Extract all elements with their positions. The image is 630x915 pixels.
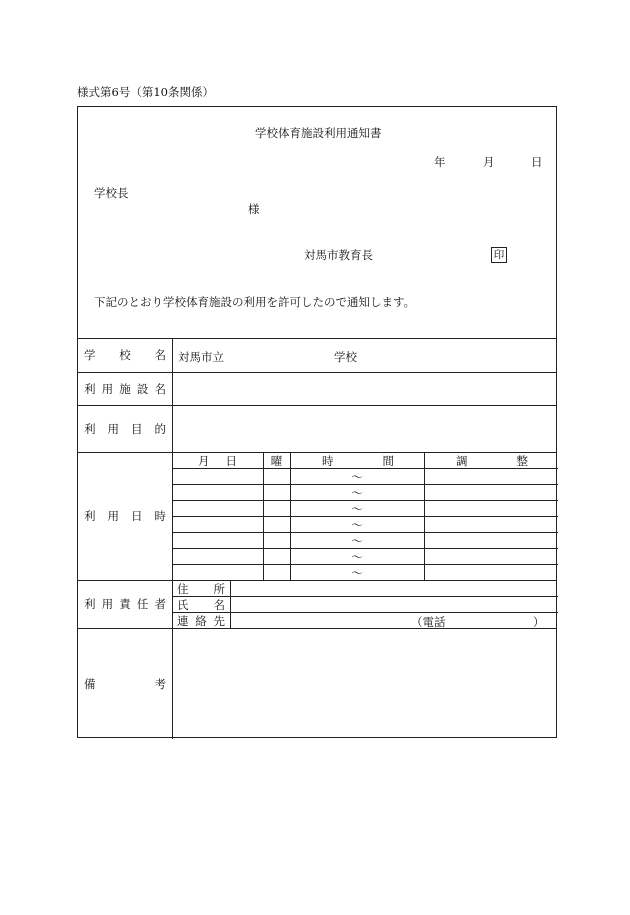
seal-mark: 印 [491,247,507,263]
time-range-tilde: ～ [351,534,363,548]
label-person-name: 氏 名 [177,597,225,612]
header-adjust: 調 整 [456,454,528,468]
addressee-name: 学校長 [94,186,129,200]
date-year: 年 [434,155,446,169]
label-remarks: 備 考 [84,676,166,691]
label-facility: 利 用 施 設 名 [84,381,166,396]
label-datetime: 利 用 日 時 [84,509,166,523]
time-range-tilde: ～ [351,550,363,564]
form-title: 学校体育施設利用通知書 [255,126,382,140]
time-range-tilde: ～ [351,486,363,500]
label-purpose: 利 用 目 的 [84,421,166,436]
phone-open: （電話 [411,615,446,629]
label-responsible: 利 用 責 任 者 [84,597,166,611]
label-address: 住 所 [177,581,225,596]
time-range-tilde: ～ [351,566,363,580]
date-month: 月 [483,155,495,169]
header-weekday: 曜 [270,454,283,468]
responsible-sub-divider [230,580,231,628]
label-school: 学 校 名 [84,348,166,362]
notice-form [77,106,557,738]
date-day: 日 [531,155,543,169]
time-range-tilde: ～ [351,470,363,484]
form-number: 様式第6号（第10条関係） [77,85,214,99]
addressee-honorific: 様 [248,202,260,216]
school-prefix: 対馬市立 [178,350,224,364]
header-time: 時 間 [322,454,394,468]
time-range-tilde: ～ [351,518,363,532]
notice-text: 下記のとおり学校体育施設の利用を許可したので通知します。 [94,295,416,309]
label-divider [172,338,173,739]
issuer-name: 対馬市教育長 [304,248,373,262]
header-date: 月 日 [198,454,237,468]
time-range-tilde: ～ [351,502,363,516]
phone-close: ） [533,615,545,629]
label-contact: 連 絡 先 [177,613,225,628]
school-suffix: 学校 [334,350,357,364]
